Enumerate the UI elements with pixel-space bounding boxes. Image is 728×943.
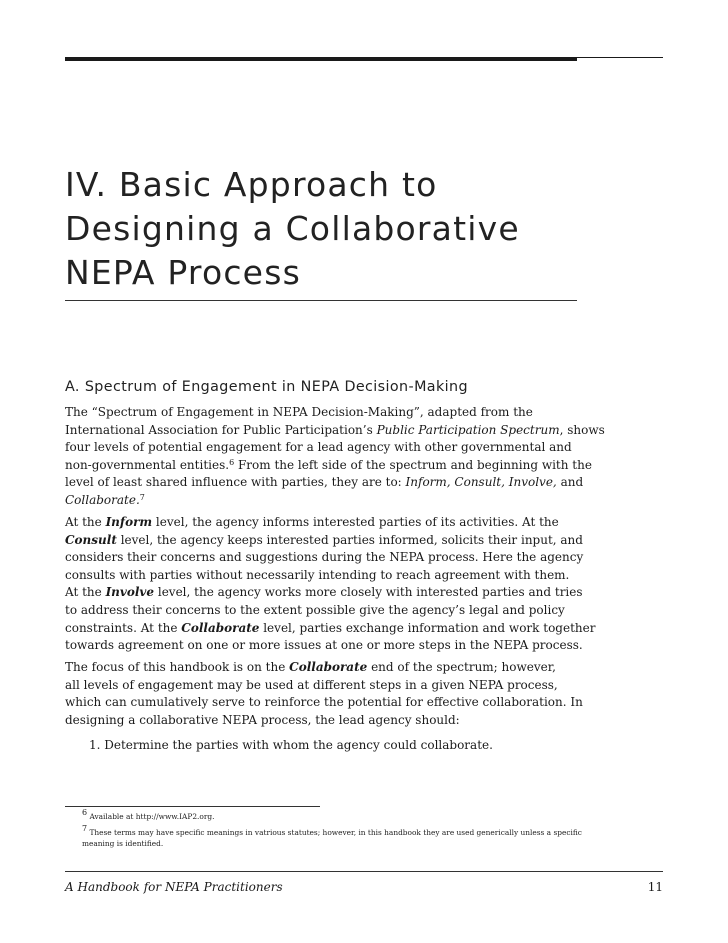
footnotes <box>82 808 602 854</box>
text-bold-italic: Involve <box>105 585 155 600</box>
text-run: end of the spectrum; however, <box>367 660 556 674</box>
text-run: designing a collaborative NEPA process, the lead agency should: <box>65 712 460 727</box>
text-line <box>82 824 602 838</box>
text-line <box>65 532 585 550</box>
text-bold-italic: Inform <box>105 515 153 529</box>
text-run: constraints. At the <box>65 620 182 635</box>
text-line <box>82 838 602 849</box>
text-run: level, parties exchange information and work together <box>259 620 596 635</box>
text-bold-italic: Collaborate <box>289 660 368 674</box>
footnote-number: 7 <box>82 824 88 833</box>
text-run: At the <box>65 515 106 529</box>
chapter-title-line: Designing a Collaborative <box>65 209 520 248</box>
text-line <box>65 584 585 602</box>
footnote-ref[interactable]: 6 <box>229 457 235 467</box>
text-run: all levels of engagement may be used at different steps in a given NEPA process, <box>65 677 558 692</box>
text-line <box>65 549 585 567</box>
text-run: level of least shared influence with parties, they are to: <box>65 475 406 490</box>
chapter-title-line: NEPA Process <box>65 253 301 292</box>
footnote-separator <box>65 806 320 807</box>
text-run: level, the agency informs interested parties of its activities. At the <box>152 515 559 529</box>
paragraph-engagement-levels <box>65 514 596 655</box>
text-run: and <box>556 475 584 490</box>
text-line <box>65 492 585 510</box>
header-rule-thick <box>65 57 577 61</box>
text-run: towards agreement on one or more issues at one or more steps in the NEPA process. <box>65 638 583 653</box>
page-number: 11 <box>647 880 663 894</box>
text-bold-italic: Consult <box>65 532 117 547</box>
text-line <box>65 474 585 492</box>
text-run: level, the agency works more closely with interested parties and tries <box>154 585 583 600</box>
text-run: At the <box>65 585 106 600</box>
footnote-text: meaning is identified. <box>82 839 164 848</box>
text-run: four levels of potential engagement for a lead agency with other governmental and <box>65 440 572 455</box>
section-heading: A. Spectrum of Engagement in NEPA Decision-Making <box>65 379 468 395</box>
text-run: non-governmental entities. <box>65 457 230 472</box>
chapter-title <box>65 163 595 295</box>
text-run: From the left side of the spectrum and beginning with the <box>234 457 592 472</box>
text-run: The “Spectrum of Engagement in NEPA Decision-Making”, adapted from the <box>65 405 533 419</box>
text-run: which can cumulatively serve to reinforce the potential for effective collaboration. In <box>65 695 583 710</box>
chapter-title-line: IV. Basic Approach to <box>65 165 438 204</box>
text-bold-italic: Collaborate <box>181 620 260 635</box>
text-line <box>65 514 585 532</box>
text-line <box>65 404 585 422</box>
footnote-ref[interactable]: 7 <box>139 492 145 502</box>
footnote-text: Available at http://www.IAP2.org. <box>87 812 215 821</box>
text-run: consults with parties without necessarily intending to reach agreement with them. <box>65 567 570 582</box>
footer-rule <box>65 871 663 872</box>
footnote-text: These terms may have specific meanings in vatrious statutes; however, in this handbook they are used generically unless a specific <box>87 828 582 837</box>
text-line <box>65 637 585 655</box>
list-item: 1. Determine the parties with whom the agency could collaborate. <box>89 738 493 752</box>
text-run: The focus of this handbook is on the <box>65 660 290 674</box>
text-line <box>65 620 596 638</box>
text-line <box>65 677 585 695</box>
text-run: level, the agency keeps interested parties informed, solicits their input, and <box>116 532 583 547</box>
title-underline <box>65 300 577 301</box>
text-run: International Association for Public Participation’s <box>65 422 377 437</box>
footer-title: A Handbook for NEPA Practitioners <box>65 880 283 894</box>
text-run: to address their concerns to the extent possible give the agency’s legal and policy <box>65 602 565 617</box>
text-run: considers their concerns and suggestions during the NEPA process. Here the agency <box>65 550 584 565</box>
text-line <box>65 457 592 475</box>
text-line <box>65 439 585 457</box>
footnote-7 <box>82 824 602 849</box>
text-line <box>65 567 585 585</box>
text-italic: Collaborate. <box>65 492 140 507</box>
text-line <box>65 694 585 712</box>
footnote-number: 6 <box>82 808 88 817</box>
text-line <box>65 712 585 730</box>
paragraph-handbook-focus <box>65 659 585 729</box>
text-line <box>65 602 585 620</box>
footnote-6 <box>82 808 602 822</box>
text-italic: Public Participation Spectrum <box>376 422 560 437</box>
text-line <box>65 659 585 677</box>
text-line <box>65 422 605 440</box>
paragraph-spectrum-intro <box>65 404 605 510</box>
text-run: , shows <box>559 422 605 437</box>
text-italic: Inform, Consult, Involve, <box>405 475 557 490</box>
